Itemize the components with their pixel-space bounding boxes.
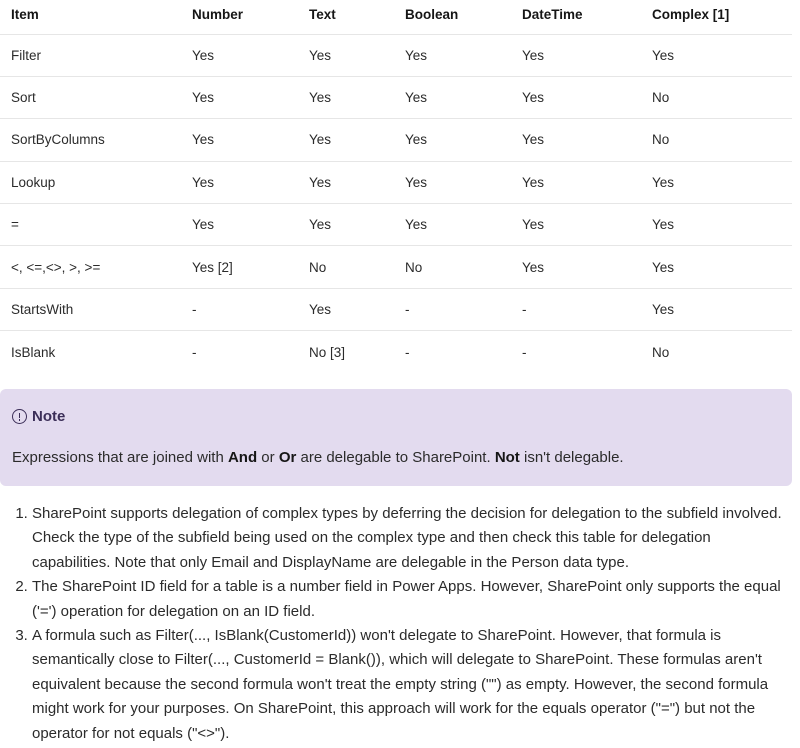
- table-row: [0, 76, 792, 118]
- cell-number: Yes: [192, 34, 309, 76]
- table-row: [0, 119, 792, 161]
- footnote-item: 1. SharePoint supports delegation of complex types by deferring the decision for delegation to the subfield involved. Check the type of the subfield being used on the complex type and then check this table for delegation capabilities. Note that only Email and DisplayName are delegable in the Person data type.: [32, 502, 792, 575]
- note-bold-and: And: [227, 449, 258, 466]
- cell-datetime: Yes: [522, 76, 652, 118]
- cell-text: Yes: [309, 119, 405, 161]
- footnotes-list: [0, 502, 792, 746]
- note-title: [12, 408, 65, 425]
- cell-boolean: No: [405, 246, 522, 288]
- cell-boolean: Yes: [405, 204, 522, 246]
- cell-number: -: [192, 288, 309, 330]
- cell-datetime: Yes: [522, 161, 652, 203]
- cell-complex: Yes: [652, 288, 792, 330]
- cell-text: Yes: [309, 76, 405, 118]
- cell-complex: No: [652, 344, 670, 360]
- cell-datetime: Yes: [522, 119, 652, 161]
- header-item: Item: [0, 0, 192, 34]
- cell-complex: Yes: [652, 34, 792, 76]
- cell-number: Yes: [192, 76, 309, 118]
- cell-text: Yes: [309, 34, 405, 76]
- header-text: Text: [309, 0, 405, 34]
- table-row: [0, 288, 792, 330]
- cell-number: Yes [2]: [192, 246, 309, 288]
- header-number: Number: [192, 0, 309, 34]
- cell-text: Yes: [309, 161, 405, 203]
- note-bold-or: Or: [278, 449, 297, 466]
- note-bold-not: Not: [494, 449, 520, 466]
- info-icon: [12, 409, 27, 424]
- cell-item: =: [0, 204, 192, 246]
- cell-text: No [3]: [309, 344, 346, 360]
- table-row: [0, 34, 792, 76]
- cell-boolean: Yes: [405, 34, 522, 76]
- cell-number: Yes: [192, 204, 309, 246]
- cell-boolean: -: [405, 288, 522, 330]
- cell-item: IsBlank: [11, 344, 56, 360]
- cell-item: Filter: [0, 34, 192, 76]
- cell-boolean: Yes: [405, 76, 522, 118]
- footnote-item: 3. A formula such as Filter(..., IsBlank(CustomerId)) won't delegate to SharePoint. However, that formula is semantically close to Filter(..., CustomerId = Blank()), which will delegate to SharePoint. These formulas aren't equivalent because the second formula won't treat the empty string ("") as empty. However, the second formula might work for your purposes. On SharePoint, this approach will work for the equals operator ("=") but not the operator for not equals ("<>").: [32, 624, 792, 746]
- cell-item: Sort: [0, 76, 192, 118]
- cell-complex: Yes: [652, 204, 792, 246]
- header-boolean: Boolean: [405, 0, 522, 34]
- delegation-table: [0, 0, 792, 373]
- note-text-part: Expressions that are joined with: [12, 449, 228, 466]
- cell-complex: No: [652, 119, 792, 161]
- cell-boolean: Yes: [405, 119, 522, 161]
- cell-boolean: Yes: [405, 161, 522, 203]
- cell-text: Yes: [309, 288, 405, 330]
- cell-complex: No: [652, 76, 792, 118]
- cell-text: No: [309, 246, 405, 288]
- cell-item: SortByColumns: [0, 119, 192, 161]
- cell-number: -: [192, 344, 197, 360]
- cell-item: Lookup: [0, 161, 192, 203]
- cell-item: StartsWith: [0, 288, 192, 330]
- cell-number: Yes: [192, 161, 309, 203]
- cell-complex: Yes: [652, 161, 792, 203]
- note-callout: [0, 389, 792, 486]
- cell-text: Yes: [309, 204, 405, 246]
- cell-datetime: Yes: [522, 246, 652, 288]
- footnote-item: 2. The SharePoint ID field for a table is a number field in Power Apps. However, SharePoint only supports the equal ('=') operation for delegation on an ID field.: [32, 575, 792, 624]
- cell-datetime: Yes: [522, 34, 652, 76]
- cell-boolean: -: [405, 344, 410, 360]
- note-title-label: Note: [32, 408, 66, 425]
- cell-number: Yes: [192, 119, 309, 161]
- header-datetime: DateTime: [522, 0, 652, 34]
- cell-datetime: -: [522, 344, 527, 360]
- cell-datetime: Yes: [522, 204, 652, 246]
- cell-datetime: -: [522, 288, 652, 330]
- table-row: [0, 246, 792, 288]
- table-row: [0, 161, 792, 203]
- table-row: [0, 331, 792, 373]
- note-text-part: or: [257, 449, 279, 466]
- cell-complex: Yes: [652, 246, 792, 288]
- table-row: [0, 204, 792, 246]
- note-text-part: isn't delegable.: [519, 449, 624, 466]
- cell-item: <, <=,<>, >, >=: [0, 246, 192, 288]
- note-text-part: are delegable to SharePoint.: [296, 449, 495, 466]
- header-complex: Complex [1]: [652, 0, 792, 34]
- note-text: [12, 449, 624, 466]
- table-header-row: [0, 0, 792, 34]
